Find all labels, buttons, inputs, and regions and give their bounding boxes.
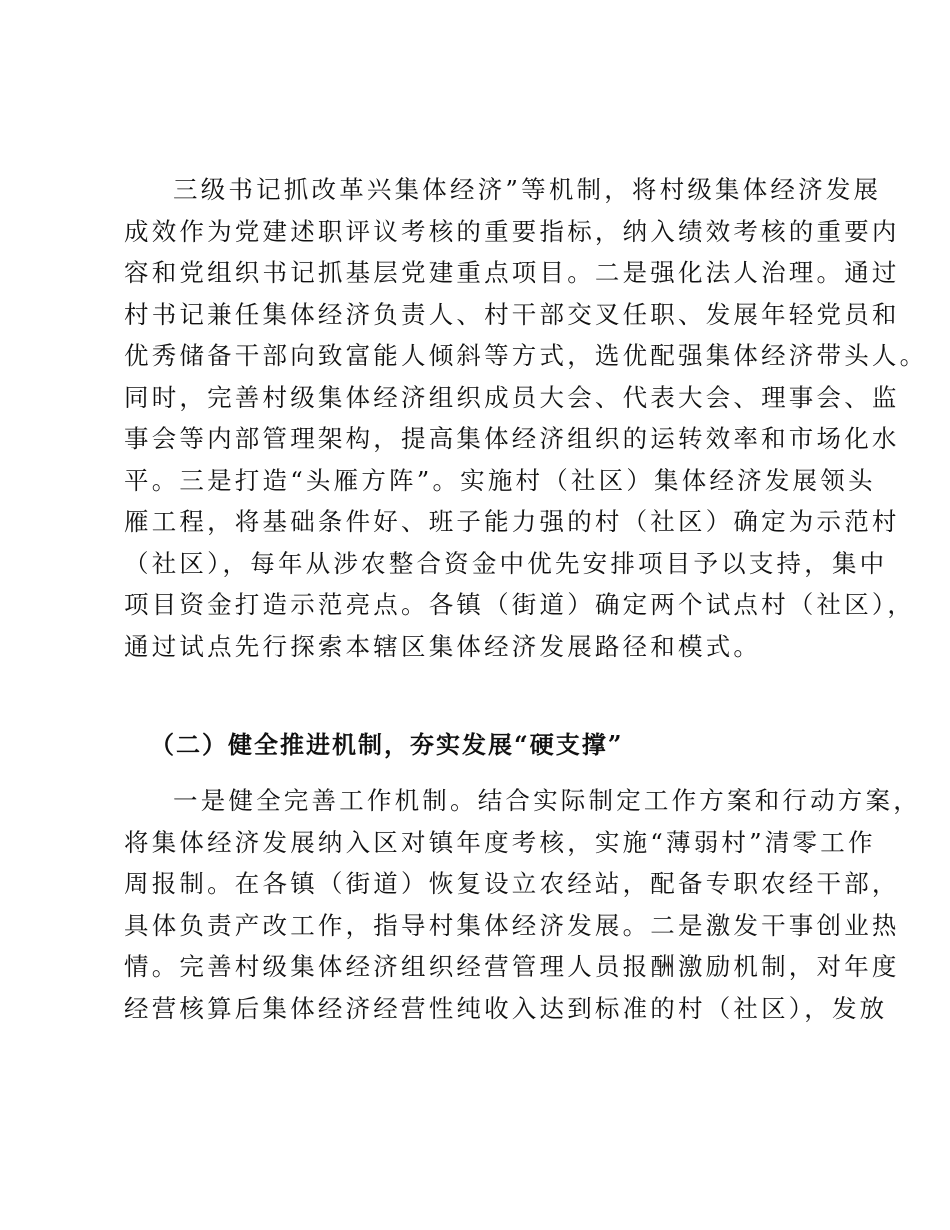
- paragraph-line: 村书记兼任集体经济负责人、村干部交叉任职、发展年轻党员和: [124, 299, 900, 329]
- paragraph-line: 平。三是打造“头雁方阵”。实施村（社区）集体经济发展领头: [124, 465, 876, 495]
- paragraph-line: 优秀储备干部向致富能人倾斜等方式，选优配强集体经济带头人。: [124, 341, 928, 370]
- paragraph-line: 经营核算后集体经济经营性纯收入达到标准的村（社区），发放: [124, 993, 888, 1023]
- paragraph-line: 情。完善村级集体经济组织经营管理人员报酬激励机制，对年度: [124, 952, 900, 981]
- section-heading: （二）健全推进机制，夯实发展“硬支撑”: [150, 730, 624, 759]
- paragraph-2: [124, 780, 921, 1029]
- paragraph-line: 将集体经济发展纳入区对镇年度考核，实施“薄弱村”清零工作: [124, 827, 876, 857]
- paragraph-line: 同时，完善村级集体经济组织成员大会、代表大会、理事会、监: [124, 382, 900, 412]
- paragraph-line: 周报制。在各镇（街道）恢复设立农经站，配备专职农经干部，: [124, 869, 900, 898]
- paragraph-line: 项目资金打造示范亮点。各镇（街道）确定两个试点村（社区），: [124, 590, 916, 619]
- paragraph-1: [124, 169, 928, 667]
- paragraph-line: 成效作为党建述职评议考核的重要指标，纳入绩效考核的重要内: [124, 216, 900, 246]
- paragraph-line: 雁工程，将基础条件好、班子能力强的村（社区）确定为示范村: [124, 507, 900, 536]
- paragraph-line: 一是健全完善工作机制。结合实际制定工作方案和行动方案，: [173, 786, 921, 815]
- paragraph-line: 事会等内部管理架构，提高集体经济组织的运转效率和市场化水: [124, 424, 900, 453]
- paragraph-line: 具体负责产改工作，指导村集体经济发展。二是激发干事创业热: [124, 910, 900, 940]
- paragraph-line: 通过试点先行探索本辖区集体经济发展路径和模式。: [124, 631, 762, 661]
- paragraph-line: 容和党组织书记抓基层党建重点项目。二是强化法人治理。通过: [124, 258, 900, 287]
- paragraph-line: 三级书记抓改革兴集体经济”等机制，将村级集体经济发展: [173, 175, 882, 204]
- paragraph-line: （社区），每年从涉农整合资金中优先安排项目予以支持，集中: [124, 548, 888, 578]
